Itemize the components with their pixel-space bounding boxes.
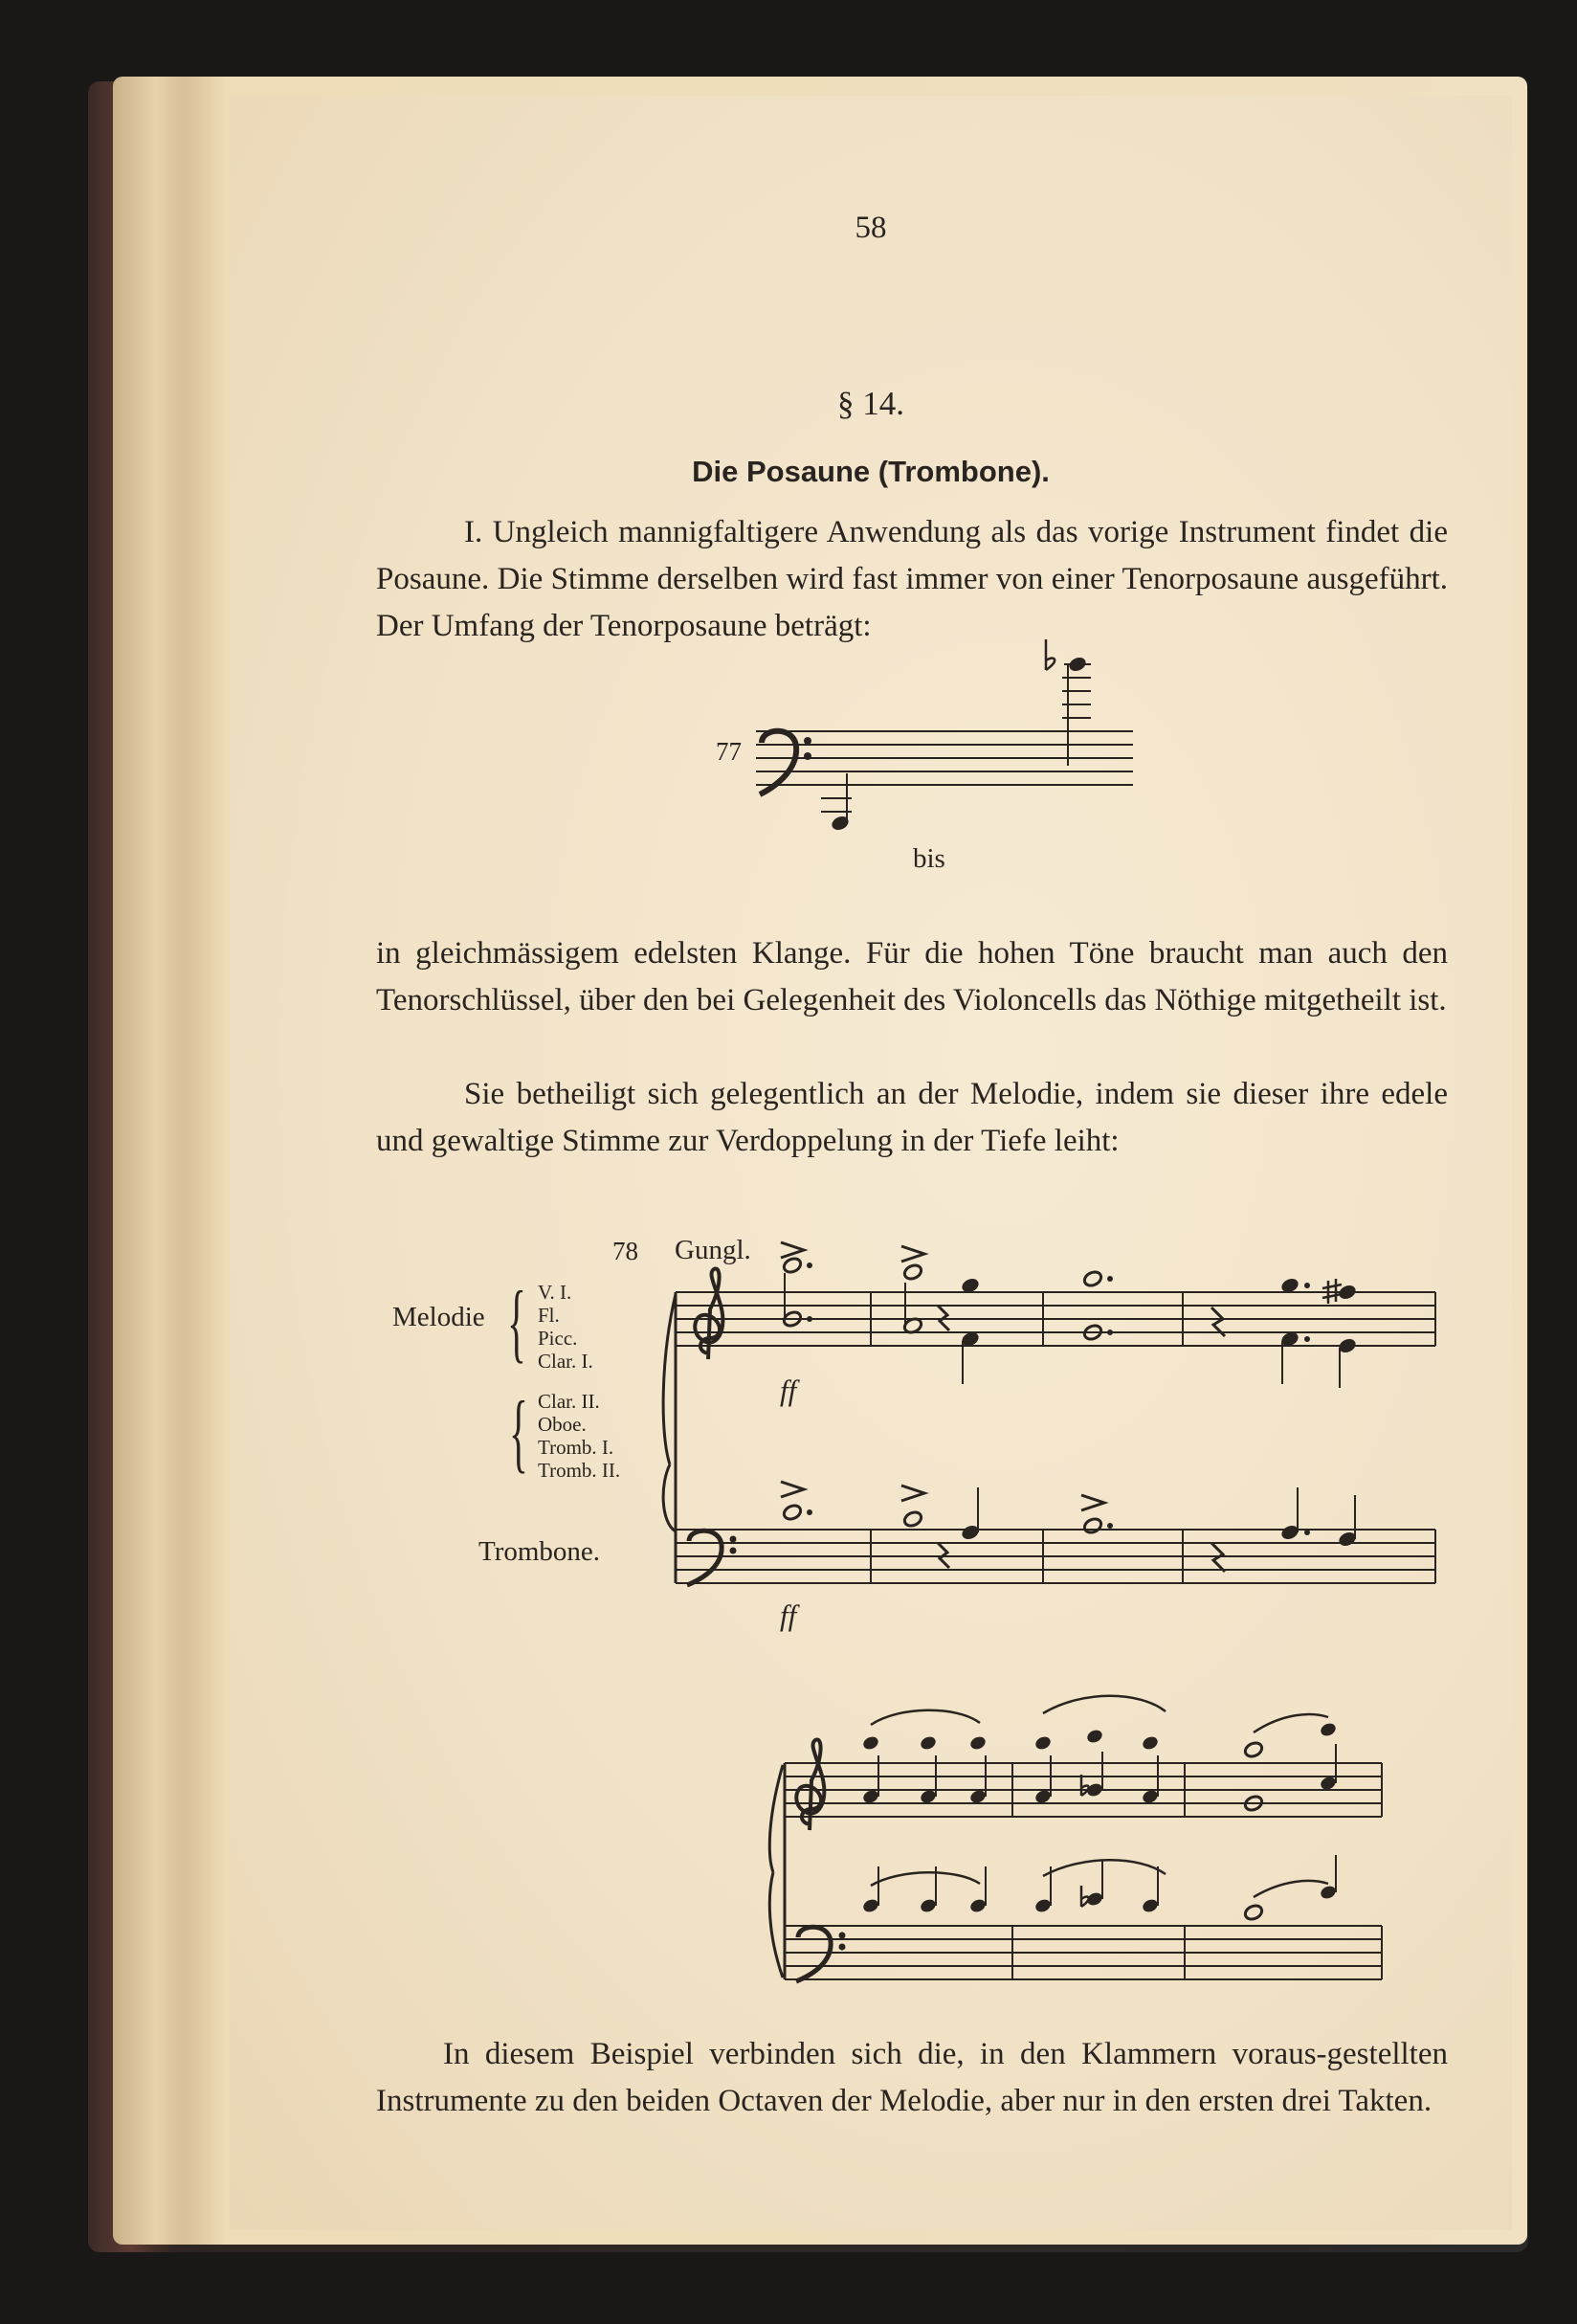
instrument-brace: { [507,1273,526,1371]
paragraph-closing: In diesem Beispiel verbinden sich die, in den Klammern voraus-gestellten Instrumente zu den beiden Octaven der Melodie, aber nur in den ersten drei Takten. [376,2037,1448,2118]
instrument-name: Clar. II. [538,1390,600,1413]
bass-clef-icon [687,1531,737,1585]
section-number: § 14. [837,385,904,422]
melody-instrument-list [538,1281,593,1373]
dynamic-marking: ff [780,1374,797,1407]
example-78-composer: Gungl. [675,1235,751,1265]
note-head-icon [1243,1740,1264,1921]
section-heading: Die Posaune (Trombone). [692,455,1050,488]
flat-icon [1081,1775,1089,1907]
melody-label: Melodie [392,1302,485,1332]
trombone-label: Trombone. [478,1536,601,1567]
instrument-name: Fl. [538,1304,560,1327]
instrument-brace: { [509,1383,528,1481]
instrument-name: Tromb. I. [538,1436,614,1459]
paragraph-intro: I. Ungleich mannigfaltigere Anwendung als das vorige Instrument findet die Posaune. Die Stimme derselben wird fast immer von einer Tenorposaune ausgeführt. Der Umfang der Tenorposaune beträgt: [376,515,1448,643]
example-78-continuation [775,1685,1397,2000]
dynamic-marking: ff [780,1598,797,1632]
example-78-number: 78 [612,1237,638,1265]
system-brace [663,1294,676,1531]
octave-instrument-list [538,1390,620,1482]
page-number: 58 [855,211,887,245]
example-77-number: 77 [716,737,742,766]
instrument-name: Tromb. II. [538,1459,621,1482]
instrument-name: Picc. [538,1327,578,1350]
range-word: bis [913,843,945,874]
note-head-icon [782,1256,1103,1534]
system-brace [769,1765,783,1978]
instrument-name: Oboe. [538,1413,587,1436]
example-77-staff [756,651,1196,909]
accent-icon [781,1242,1104,1510]
note-head-icon [1067,655,1088,673]
bass-clef-icon [796,1927,846,1981]
paragraph-after-range: in gleichmässigem edelsten Klange. Für die hohen Töne braucht man auch den Tenorschlüssel, über den bei Gelegenheit des Violoncells das Nöthige mitgetheilt ist. [376,936,1448,1017]
instrument-name: Clar. I. [538,1350,593,1373]
paragraph-melody: Sie betheiligt sich gelegentlich an der Melodie, indem sie dieser ihre edele und gewaltige Stimme zur Verdoppelung in der Tiefe leiht: [376,1077,1448,1158]
book-page [230,96,1512,2230]
dot-icon [807,1263,1310,1535]
instrument-name: V. I. [538,1281,572,1304]
